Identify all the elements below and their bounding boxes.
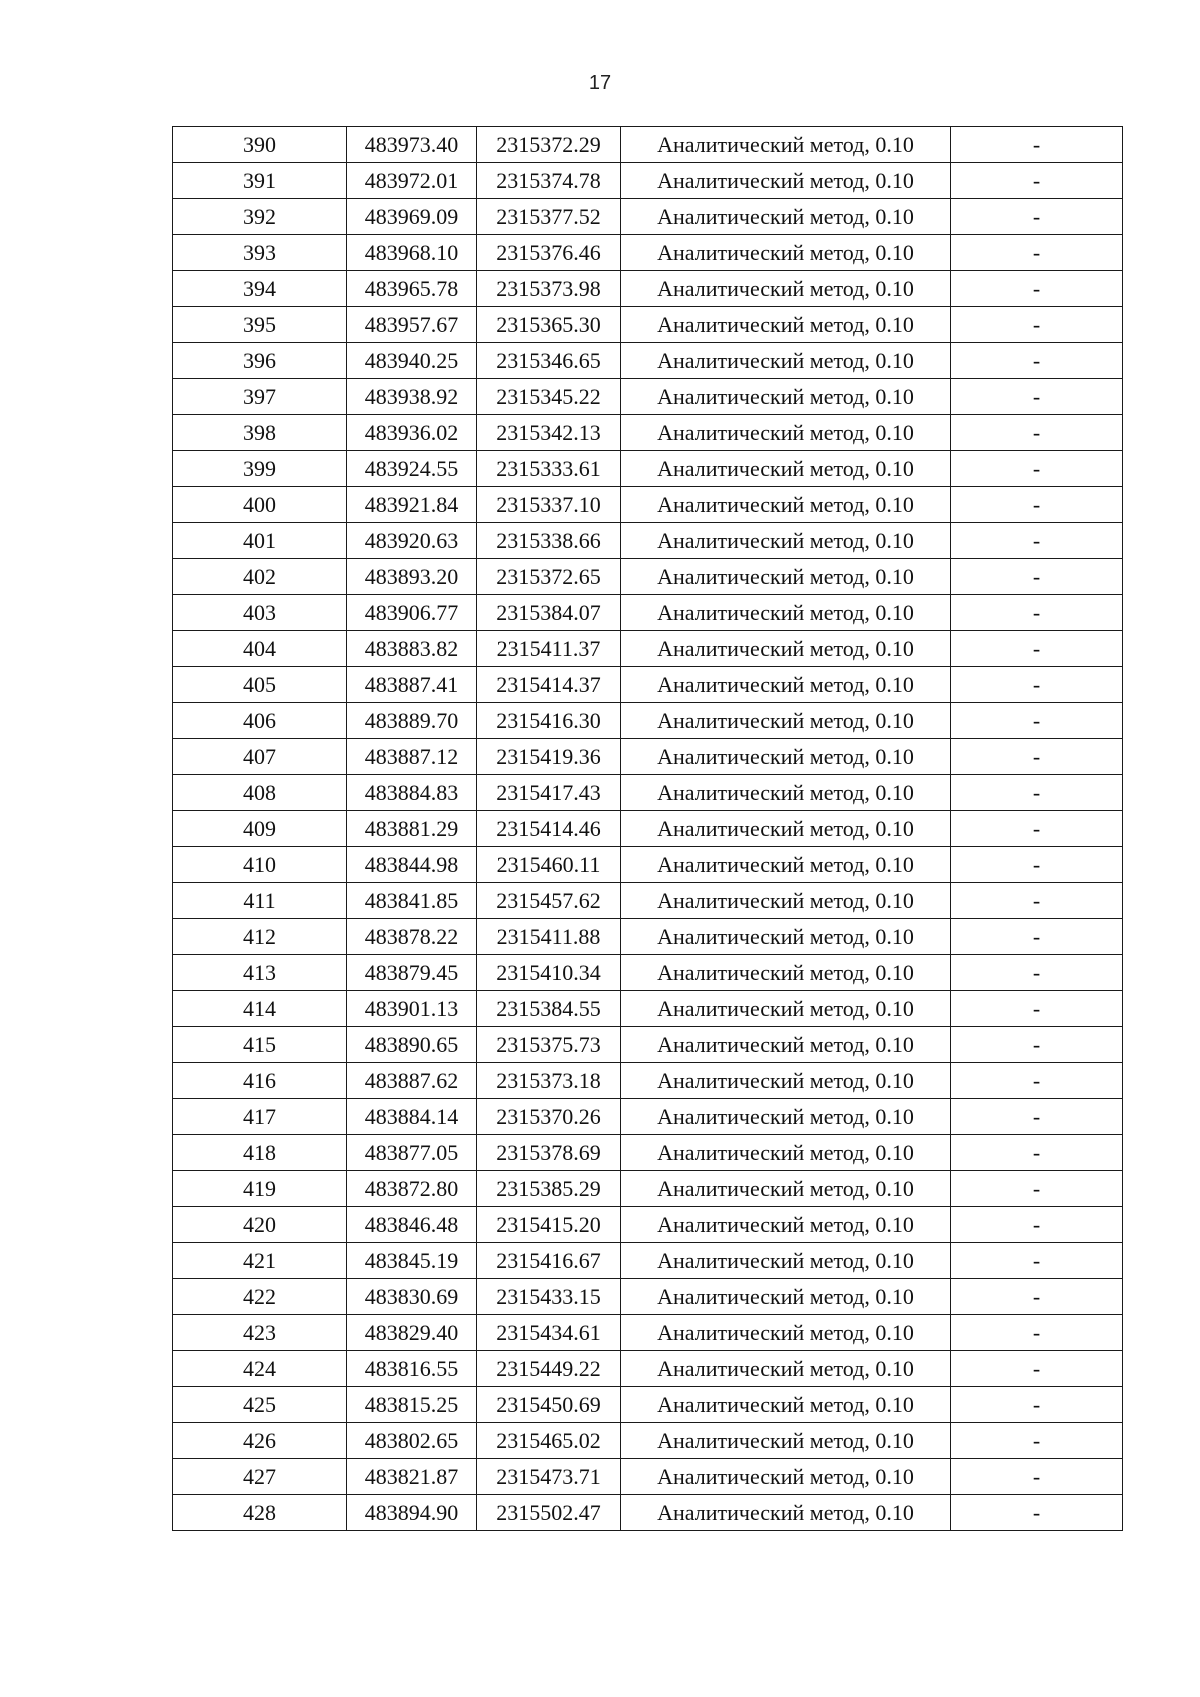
point-number-cell: 404 xyxy=(173,631,347,667)
table-row xyxy=(173,1279,1123,1315)
method-accuracy-cell: Аналитический метод, 0.10 xyxy=(621,1495,951,1531)
note-cell: - xyxy=(951,1099,1123,1135)
method-accuracy-cell: Аналитический метод, 0.10 xyxy=(621,199,951,235)
x-coordinate-cell: 483901.13 xyxy=(347,991,477,1027)
table-row xyxy=(173,955,1123,991)
table-row xyxy=(173,919,1123,955)
y-coordinate-cell: 2315415.20 xyxy=(477,1207,621,1243)
table-row xyxy=(173,271,1123,307)
method-accuracy-cell: Аналитический метод, 0.10 xyxy=(621,631,951,667)
point-number-cell: 398 xyxy=(173,415,347,451)
note-cell: - xyxy=(951,415,1123,451)
note-cell: - xyxy=(951,1243,1123,1279)
y-coordinate-cell: 2315345.22 xyxy=(477,379,621,415)
table-row xyxy=(173,847,1123,883)
y-coordinate-cell: 2315372.29 xyxy=(477,127,621,163)
table-row xyxy=(173,1207,1123,1243)
y-coordinate-cell: 2315373.18 xyxy=(477,1063,621,1099)
point-number-cell: 401 xyxy=(173,523,347,559)
y-coordinate-cell: 2315373.98 xyxy=(477,271,621,307)
table-row xyxy=(173,1027,1123,1063)
point-number-cell: 390 xyxy=(173,127,347,163)
method-accuracy-cell: Аналитический метод, 0.10 xyxy=(621,1099,951,1135)
method-accuracy-cell: Аналитический метод, 0.10 xyxy=(621,955,951,991)
note-cell: - xyxy=(951,343,1123,379)
point-number-cell: 422 xyxy=(173,1279,347,1315)
method-accuracy-cell: Аналитический метод, 0.10 xyxy=(621,1027,951,1063)
y-coordinate-cell: 2315377.52 xyxy=(477,199,621,235)
table-row xyxy=(173,379,1123,415)
method-accuracy-cell: Аналитический метод, 0.10 xyxy=(621,271,951,307)
point-number-cell: 411 xyxy=(173,883,347,919)
method-accuracy-cell: Аналитический метод, 0.10 xyxy=(621,343,951,379)
method-accuracy-cell: Аналитический метод, 0.10 xyxy=(621,775,951,811)
y-coordinate-cell: 2315450.69 xyxy=(477,1387,621,1423)
point-number-cell: 402 xyxy=(173,559,347,595)
x-coordinate-cell: 483841.85 xyxy=(347,883,477,919)
coordinates-table xyxy=(172,126,1123,1531)
method-accuracy-cell: Аналитический метод, 0.10 xyxy=(621,1387,951,1423)
y-coordinate-cell: 2315434.61 xyxy=(477,1315,621,1351)
x-coordinate-cell: 483821.87 xyxy=(347,1459,477,1495)
y-coordinate-cell: 2315465.02 xyxy=(477,1423,621,1459)
method-accuracy-cell: Аналитический метод, 0.10 xyxy=(621,1423,951,1459)
table-row xyxy=(173,451,1123,487)
note-cell: - xyxy=(951,451,1123,487)
note-cell: - xyxy=(951,1171,1123,1207)
y-coordinate-cell: 2315376.46 xyxy=(477,235,621,271)
method-accuracy-cell: Аналитический метод, 0.10 xyxy=(621,1135,951,1171)
point-number-cell: 423 xyxy=(173,1315,347,1351)
note-cell: - xyxy=(951,271,1123,307)
table-row xyxy=(173,775,1123,811)
point-number-cell: 414 xyxy=(173,991,347,1027)
x-coordinate-cell: 483972.01 xyxy=(347,163,477,199)
x-coordinate-cell: 483890.65 xyxy=(347,1027,477,1063)
y-coordinate-cell: 2315460.11 xyxy=(477,847,621,883)
point-number-cell: 413 xyxy=(173,955,347,991)
method-accuracy-cell: Аналитический метод, 0.10 xyxy=(621,1243,951,1279)
note-cell: - xyxy=(951,919,1123,955)
x-coordinate-cell: 483920.63 xyxy=(347,523,477,559)
point-number-cell: 412 xyxy=(173,919,347,955)
method-accuracy-cell: Аналитический метод, 0.10 xyxy=(621,739,951,775)
point-number-cell: 428 xyxy=(173,1495,347,1531)
x-coordinate-cell: 483846.48 xyxy=(347,1207,477,1243)
method-accuracy-cell: Аналитический метод, 0.10 xyxy=(621,595,951,631)
table-row xyxy=(173,667,1123,703)
method-accuracy-cell: Аналитический метод, 0.10 xyxy=(621,667,951,703)
y-coordinate-cell: 2315338.66 xyxy=(477,523,621,559)
point-number-cell: 395 xyxy=(173,307,347,343)
table-row xyxy=(173,1243,1123,1279)
method-accuracy-cell: Аналитический метод, 0.10 xyxy=(621,451,951,487)
note-cell: - xyxy=(951,1495,1123,1531)
method-accuracy-cell: Аналитический метод, 0.10 xyxy=(621,1279,951,1315)
y-coordinate-cell: 2315416.30 xyxy=(477,703,621,739)
table-row xyxy=(173,415,1123,451)
x-coordinate-cell: 483968.10 xyxy=(347,235,477,271)
note-cell: - xyxy=(951,631,1123,667)
y-coordinate-cell: 2315374.78 xyxy=(477,163,621,199)
x-coordinate-cell: 483845.19 xyxy=(347,1243,477,1279)
y-coordinate-cell: 2315333.61 xyxy=(477,451,621,487)
table-row xyxy=(173,343,1123,379)
table-row xyxy=(173,1495,1123,1531)
note-cell: - xyxy=(951,379,1123,415)
y-coordinate-cell: 2315365.30 xyxy=(477,307,621,343)
y-coordinate-cell: 2315411.37 xyxy=(477,631,621,667)
table-row xyxy=(173,1171,1123,1207)
note-cell: - xyxy=(951,883,1123,919)
y-coordinate-cell: 2315370.26 xyxy=(477,1099,621,1135)
method-accuracy-cell: Аналитический метод, 0.10 xyxy=(621,523,951,559)
method-accuracy-cell: Аналитический метод, 0.10 xyxy=(621,847,951,883)
method-accuracy-cell: Аналитический метод, 0.10 xyxy=(621,379,951,415)
coordinates-table-body xyxy=(173,127,1123,1531)
point-number-cell: 426 xyxy=(173,1423,347,1459)
point-number-cell: 407 xyxy=(173,739,347,775)
point-number-cell: 403 xyxy=(173,595,347,631)
y-coordinate-cell: 2315473.71 xyxy=(477,1459,621,1495)
point-number-cell: 393 xyxy=(173,235,347,271)
y-coordinate-cell: 2315449.22 xyxy=(477,1351,621,1387)
table-row xyxy=(173,199,1123,235)
point-number-cell: 421 xyxy=(173,1243,347,1279)
y-coordinate-cell: 2315337.10 xyxy=(477,487,621,523)
note-cell: - xyxy=(951,1027,1123,1063)
note-cell: - xyxy=(951,1423,1123,1459)
method-accuracy-cell: Аналитический метод, 0.10 xyxy=(621,559,951,595)
table-row xyxy=(173,487,1123,523)
x-coordinate-cell: 483887.62 xyxy=(347,1063,477,1099)
note-cell: - xyxy=(951,1387,1123,1423)
table-row xyxy=(173,1423,1123,1459)
note-cell: - xyxy=(951,307,1123,343)
table-row xyxy=(173,1387,1123,1423)
y-coordinate-cell: 2315414.46 xyxy=(477,811,621,847)
y-coordinate-cell: 2315378.69 xyxy=(477,1135,621,1171)
method-accuracy-cell: Аналитический метод, 0.10 xyxy=(621,703,951,739)
x-coordinate-cell: 483829.40 xyxy=(347,1315,477,1351)
y-coordinate-cell: 2315346.65 xyxy=(477,343,621,379)
table-row xyxy=(173,163,1123,199)
table-row xyxy=(173,991,1123,1027)
table-row xyxy=(173,1135,1123,1171)
table-row xyxy=(173,703,1123,739)
table-row xyxy=(173,1099,1123,1135)
y-coordinate-cell: 2315375.73 xyxy=(477,1027,621,1063)
point-number-cell: 409 xyxy=(173,811,347,847)
method-accuracy-cell: Аналитический метод, 0.10 xyxy=(621,1351,951,1387)
method-accuracy-cell: Аналитический метод, 0.10 xyxy=(621,991,951,1027)
method-accuracy-cell: Аналитический метод, 0.10 xyxy=(621,1459,951,1495)
note-cell: - xyxy=(951,559,1123,595)
point-number-cell: 396 xyxy=(173,343,347,379)
note-cell: - xyxy=(951,523,1123,559)
y-coordinate-cell: 2315417.43 xyxy=(477,775,621,811)
x-coordinate-cell: 483938.92 xyxy=(347,379,477,415)
note-cell: - xyxy=(951,1207,1123,1243)
point-number-cell: 419 xyxy=(173,1171,347,1207)
method-accuracy-cell: Аналитический метод, 0.10 xyxy=(621,1207,951,1243)
y-coordinate-cell: 2315416.67 xyxy=(477,1243,621,1279)
point-number-cell: 394 xyxy=(173,271,347,307)
x-coordinate-cell: 483883.82 xyxy=(347,631,477,667)
point-number-cell: 417 xyxy=(173,1099,347,1135)
method-accuracy-cell: Аналитический метод, 0.10 xyxy=(621,487,951,523)
x-coordinate-cell: 483940.25 xyxy=(347,343,477,379)
point-number-cell: 425 xyxy=(173,1387,347,1423)
point-number-cell: 416 xyxy=(173,1063,347,1099)
x-coordinate-cell: 483830.69 xyxy=(347,1279,477,1315)
x-coordinate-cell: 483816.55 xyxy=(347,1351,477,1387)
x-coordinate-cell: 483879.45 xyxy=(347,955,477,991)
point-number-cell: 391 xyxy=(173,163,347,199)
method-accuracy-cell: Аналитический метод, 0.10 xyxy=(621,415,951,451)
note-cell: - xyxy=(951,235,1123,271)
y-coordinate-cell: 2315411.88 xyxy=(477,919,621,955)
note-cell: - xyxy=(951,667,1123,703)
method-accuracy-cell: Аналитический метод, 0.10 xyxy=(621,307,951,343)
method-accuracy-cell: Аналитический метод, 0.10 xyxy=(621,919,951,955)
x-coordinate-cell: 483969.09 xyxy=(347,199,477,235)
table-row xyxy=(173,811,1123,847)
x-coordinate-cell: 483889.70 xyxy=(347,703,477,739)
y-coordinate-cell: 2315342.13 xyxy=(477,415,621,451)
x-coordinate-cell: 483802.65 xyxy=(347,1423,477,1459)
x-coordinate-cell: 483924.55 xyxy=(347,451,477,487)
page-number: 17 xyxy=(588,72,612,94)
x-coordinate-cell: 483894.90 xyxy=(347,1495,477,1531)
note-cell: - xyxy=(951,1135,1123,1171)
y-coordinate-cell: 2315414.37 xyxy=(477,667,621,703)
note-cell: - xyxy=(951,775,1123,811)
x-coordinate-cell: 483957.67 xyxy=(347,307,477,343)
method-accuracy-cell: Аналитический метод, 0.10 xyxy=(621,235,951,271)
x-coordinate-cell: 483965.78 xyxy=(347,271,477,307)
method-accuracy-cell: Аналитический метод, 0.10 xyxy=(621,163,951,199)
x-coordinate-cell: 483906.77 xyxy=(347,595,477,631)
note-cell: - xyxy=(951,811,1123,847)
y-coordinate-cell: 2315419.36 xyxy=(477,739,621,775)
x-coordinate-cell: 483815.25 xyxy=(347,1387,477,1423)
y-coordinate-cell: 2315384.07 xyxy=(477,595,621,631)
x-coordinate-cell: 483878.22 xyxy=(347,919,477,955)
table-row xyxy=(173,235,1123,271)
table-row xyxy=(173,127,1123,163)
point-number-cell: 406 xyxy=(173,703,347,739)
x-coordinate-cell: 483872.80 xyxy=(347,1171,477,1207)
note-cell: - xyxy=(951,1459,1123,1495)
point-number-cell: 408 xyxy=(173,775,347,811)
y-coordinate-cell: 2315433.15 xyxy=(477,1279,621,1315)
y-coordinate-cell: 2315457.62 xyxy=(477,883,621,919)
y-coordinate-cell: 2315384.55 xyxy=(477,991,621,1027)
point-number-cell: 399 xyxy=(173,451,347,487)
table-row xyxy=(173,883,1123,919)
point-number-cell: 427 xyxy=(173,1459,347,1495)
point-number-cell: 424 xyxy=(173,1351,347,1387)
note-cell: - xyxy=(951,703,1123,739)
table-row xyxy=(173,739,1123,775)
x-coordinate-cell: 483936.02 xyxy=(347,415,477,451)
table-row xyxy=(173,1063,1123,1099)
point-number-cell: 405 xyxy=(173,667,347,703)
note-cell: - xyxy=(951,1315,1123,1351)
note-cell: - xyxy=(951,1351,1123,1387)
method-accuracy-cell: Аналитический метод, 0.10 xyxy=(621,883,951,919)
note-cell: - xyxy=(951,739,1123,775)
y-coordinate-cell: 2315372.65 xyxy=(477,559,621,595)
x-coordinate-cell: 483884.83 xyxy=(347,775,477,811)
method-accuracy-cell: Аналитический метод, 0.10 xyxy=(621,1171,951,1207)
note-cell: - xyxy=(951,199,1123,235)
point-number-cell: 400 xyxy=(173,487,347,523)
x-coordinate-cell: 483844.98 xyxy=(347,847,477,883)
x-coordinate-cell: 483887.12 xyxy=(347,739,477,775)
x-coordinate-cell: 483973.40 xyxy=(347,127,477,163)
x-coordinate-cell: 483881.29 xyxy=(347,811,477,847)
note-cell: - xyxy=(951,127,1123,163)
point-number-cell: 392 xyxy=(173,199,347,235)
note-cell: - xyxy=(951,487,1123,523)
table-row xyxy=(173,523,1123,559)
table-row xyxy=(173,559,1123,595)
note-cell: - xyxy=(951,991,1123,1027)
note-cell: - xyxy=(951,955,1123,991)
method-accuracy-cell: Аналитический метод, 0.10 xyxy=(621,1063,951,1099)
note-cell: - xyxy=(951,1063,1123,1099)
method-accuracy-cell: Аналитический метод, 0.10 xyxy=(621,127,951,163)
point-number-cell: 397 xyxy=(173,379,347,415)
table-row xyxy=(173,1459,1123,1495)
point-number-cell: 415 xyxy=(173,1027,347,1063)
x-coordinate-cell: 483877.05 xyxy=(347,1135,477,1171)
table-row xyxy=(173,1351,1123,1387)
point-number-cell: 420 xyxy=(173,1207,347,1243)
x-coordinate-cell: 483884.14 xyxy=(347,1099,477,1135)
note-cell: - xyxy=(951,847,1123,883)
method-accuracy-cell: Аналитический метод, 0.10 xyxy=(621,1315,951,1351)
x-coordinate-cell: 483887.41 xyxy=(347,667,477,703)
table-row xyxy=(173,595,1123,631)
method-accuracy-cell: Аналитический метод, 0.10 xyxy=(621,811,951,847)
table-row xyxy=(173,307,1123,343)
table-row xyxy=(173,1315,1123,1351)
table-row xyxy=(173,631,1123,667)
point-number-cell: 418 xyxy=(173,1135,347,1171)
x-coordinate-cell: 483893.20 xyxy=(347,559,477,595)
note-cell: - xyxy=(951,1279,1123,1315)
y-coordinate-cell: 2315385.29 xyxy=(477,1171,621,1207)
x-coordinate-cell: 483921.84 xyxy=(347,487,477,523)
note-cell: - xyxy=(951,163,1123,199)
note-cell: - xyxy=(951,595,1123,631)
point-number-cell: 410 xyxy=(173,847,347,883)
y-coordinate-cell: 2315502.47 xyxy=(477,1495,621,1531)
y-coordinate-cell: 2315410.34 xyxy=(477,955,621,991)
